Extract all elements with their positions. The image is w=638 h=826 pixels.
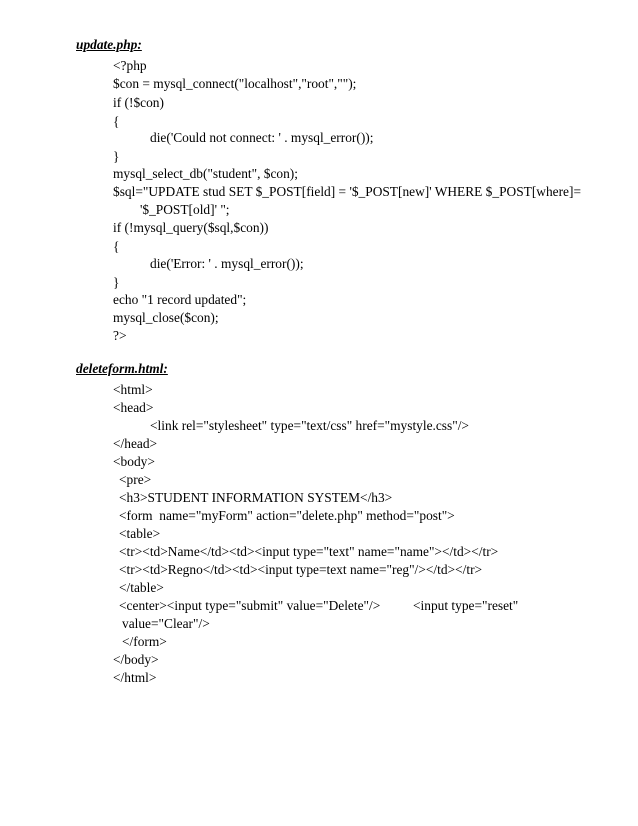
code-line: <h3>STUDENT INFORMATION SYSTEM</h3> — [119, 490, 393, 505]
code-line: <center><input type="submit" value="Delete"/> — [119, 598, 381, 613]
code-line: </form> — [122, 634, 167, 649]
code-line: <tr><td>Name</td><td><input type="text" name="name"></td></tr> — [119, 544, 499, 559]
code-line: </html> — [113, 670, 157, 685]
code-line: die('Error: ' . mysql_error()); — [150, 256, 304, 271]
code-line: mysql_select_db("student", $con); — [113, 166, 298, 181]
code-line: <?php — [113, 58, 147, 73]
code-line: </body> — [113, 652, 159, 667]
code-line: { — [113, 239, 120, 254]
code-line: if (!mysql_query($sql,$con)) — [113, 220, 269, 235]
code-line: <html> — [113, 382, 153, 397]
code-line: <body> — [113, 454, 155, 469]
code-line: { — [113, 114, 120, 129]
code-line: $sql="UPDATE stud SET $_POST[field] = '$_POST[new]' WHERE $_POST[where]= — [113, 184, 581, 199]
code-line: mysql_close($con); — [113, 310, 219, 325]
code-line: <head> — [113, 400, 154, 415]
code-line: $con = mysql_connect("localhost","root",""); — [113, 76, 357, 91]
section-heading-update-php: update.php: — [76, 37, 142, 52]
code-line: <table> — [119, 526, 161, 541]
code-line: </table> — [119, 580, 164, 595]
code-line: <pre> — [119, 472, 152, 487]
code-line: <input type="reset" — [413, 598, 519, 613]
code-line: value="Clear"/> — [122, 616, 210, 631]
code-line: die('Could not connect: ' . mysql_error()); — [150, 130, 374, 145]
code-line: <link rel="stylesheet" type="text/css" href="mystyle.css"/> — [150, 418, 469, 433]
code-line: <tr><td>Regno</td><td><input type=text name="reg"/></td></tr> — [119, 562, 483, 577]
code-line: } — [113, 275, 120, 290]
section-heading-deleteform-html: deleteform.html: — [76, 361, 168, 376]
code-line: } — [113, 149, 120, 164]
code-line: echo "1 record updated"; — [113, 292, 247, 307]
code-line: <form name="myForm" action="delete.php" method="post"> — [119, 508, 455, 523]
code-line: if (!$con) — [113, 95, 164, 110]
code-line: '$_POST[old]' "; — [140, 202, 230, 217]
code-line: </head> — [113, 436, 158, 451]
code-line: ?> — [113, 328, 127, 343]
